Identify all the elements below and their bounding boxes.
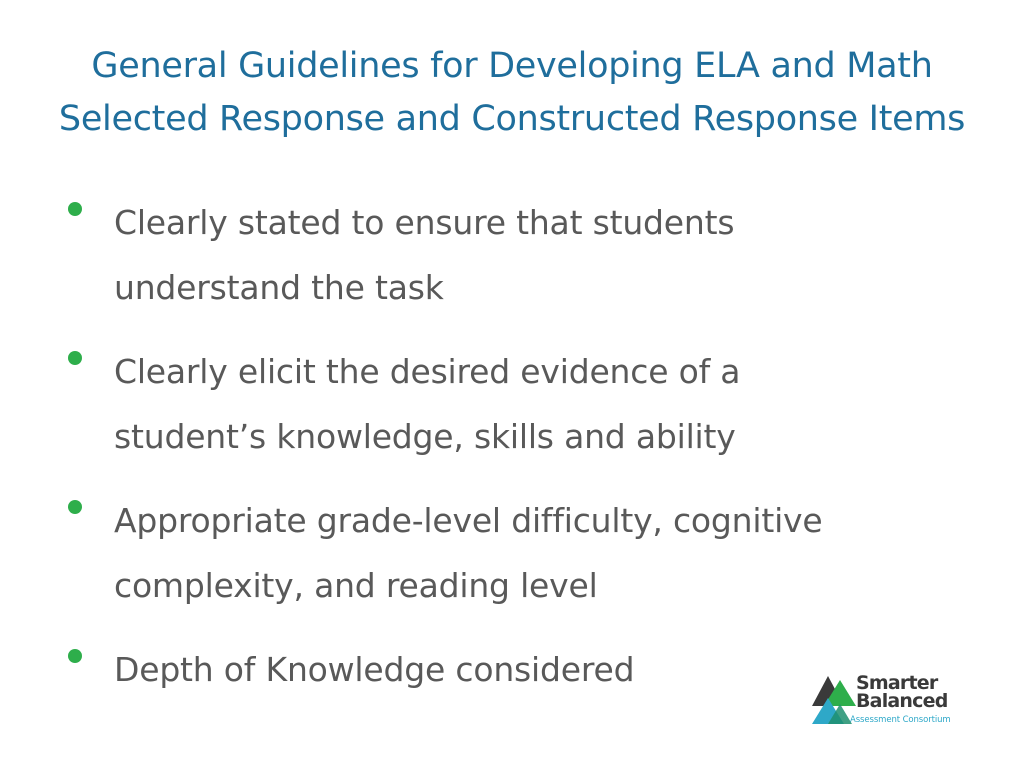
bullet-text-line: student’s knowledge, skills and ability (114, 417, 736, 456)
bullet-dot-icon (68, 649, 82, 663)
bullet-text-line: Clearly elicit the desired evidence of a (114, 352, 741, 391)
bullet-item (60, 339, 960, 469)
bullet-list (60, 190, 960, 721)
bullet-dot-icon (68, 202, 82, 216)
title-line-2: Selected Response and Constructed Response Items (58, 99, 966, 139)
bullet-text-line: complexity, and reading level (114, 566, 598, 605)
smarter-balanced-logo (810, 670, 990, 730)
logo-word-balanced: Balanced (856, 690, 948, 712)
bullet-dot-icon (68, 500, 82, 514)
bullet-text-line: Clearly stated to ensure that students (114, 203, 735, 242)
bullet-dot-icon (68, 351, 82, 365)
logo-word-smarter: Smarter (856, 672, 938, 694)
title-line-1: General Guidelines for Developing ELA and Math (91, 46, 933, 86)
bullet-text-line: Appropriate grade-level difficulty, cognitive (114, 501, 823, 540)
slide-title (0, 40, 1024, 146)
logo-subtitle: Assessment Consortium (850, 715, 951, 725)
bullet-item (60, 488, 960, 618)
bullet-text-line: understand the task (114, 268, 444, 307)
bullet-item (60, 190, 960, 320)
bullet-text-line: Depth of Knowledge considered (114, 650, 635, 689)
